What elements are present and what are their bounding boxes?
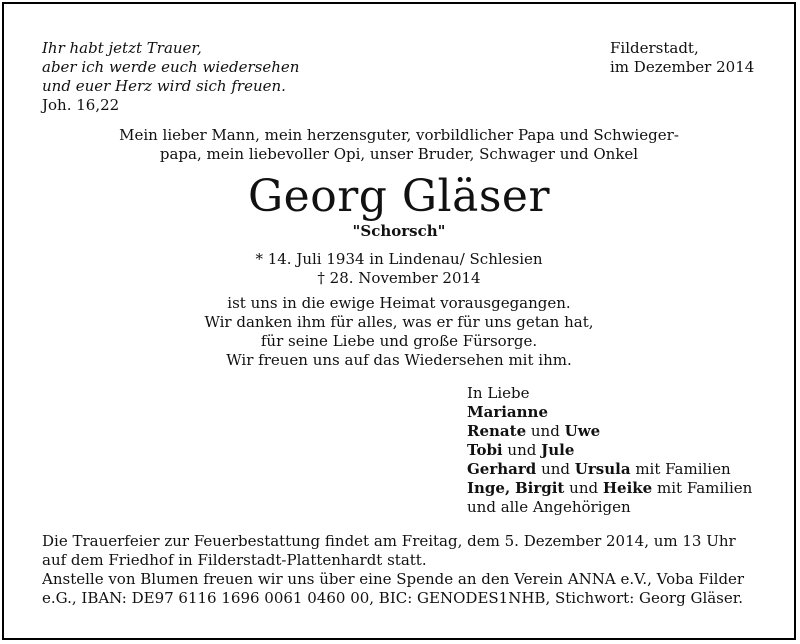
mourner-name: Ursula <box>574 460 631 478</box>
signature-line <box>467 422 752 441</box>
quote-line: Ihr habt jetzt Trauer, <box>42 39 202 57</box>
mourner-name: Marianne <box>467 403 548 421</box>
intro-line: papa, mein liebevoller Opi, unser Bruder, Schwager und Onkel <box>159 145 639 163</box>
footer-line: Die Trauerfeier zur Feuerbestattung findet am Freitag, dem 5. Dezember 2014, um 13 Uhr <box>42 532 736 550</box>
mourner-name: Tobi <box>467 441 503 459</box>
signature-line <box>467 441 752 460</box>
message-line: ist uns in die ewige Heimat vorausgegangen. <box>227 294 571 312</box>
signature-line <box>467 460 752 479</box>
mourner-name: Inge, <box>467 479 511 497</box>
footer-line: e.G., IBAN: DE97 6116 1696 0061 0460 00, BIC: GENODES1NHB, Stichwort: Georg Gläser. <box>42 589 744 607</box>
signature-intro: In Liebe <box>467 384 530 402</box>
place-date <box>610 39 754 77</box>
bible-quote <box>42 39 299 115</box>
conjunction: und <box>507 441 537 459</box>
message-line: Wir danken ihm für alles, was er für uns getan hat, <box>204 313 594 331</box>
place-date-text: im Dezember 2014 <box>610 58 755 76</box>
quote-reference: Joh. 16,22 <box>42 96 120 114</box>
deceased-nickname: "Schorsch" <box>352 222 446 240</box>
mourner-name: Heike <box>602 479 653 497</box>
place-city: Filderstadt, <box>610 39 699 57</box>
mourner-name: Birgit <box>514 479 565 497</box>
ceremony-info <box>42 532 744 608</box>
signature-block <box>467 384 752 517</box>
message-line: Wir freuen uns auf das Wiedersehen mit ihm. <box>226 351 572 369</box>
footer-line: auf dem Friedhof in Filderstadt-Plattenhardt statt. <box>42 551 427 569</box>
message-text <box>4 294 794 370</box>
birth-date: * 14. Juli 1934 in Lindenau/ Schlesien <box>255 250 543 268</box>
quote-line: und euer Herz wird sich freuen. <box>42 77 286 95</box>
deceased-name: Georg Gläser <box>248 171 550 222</box>
quote-line: aber ich werde euch wiedersehen <box>42 58 300 76</box>
conjunction: und <box>541 460 570 478</box>
signature-closing: und alle Angehörigen <box>467 498 631 516</box>
footer-line: Anstelle von Blumen freuen wir uns über eine Spende an den Verein ANNA e.V., Voba Filder <box>42 570 745 588</box>
message-line: für seine Liebe und große Fürsorge. <box>260 332 538 350</box>
mourner-name: Uwe <box>564 422 601 440</box>
mourner-name: Renate <box>467 422 527 440</box>
obituary-notice <box>2 2 796 640</box>
conjunction: und <box>530 422 560 440</box>
death-date: † 28. November 2014 <box>317 269 481 287</box>
mourner-name: Gerhard <box>467 460 537 478</box>
mourner-name: Jule <box>541 441 575 459</box>
conjunction: und <box>569 479 599 497</box>
intro-text <box>4 126 794 164</box>
signature-line <box>467 403 752 422</box>
family-suffix: mit Familien <box>635 460 731 478</box>
signature-line <box>467 479 752 498</box>
life-dates <box>4 250 794 288</box>
family-suffix: mit Familien <box>657 479 753 497</box>
intro-line: Mein lieber Mann, mein herzensguter, vorbildlicher Papa und Schwieger- <box>119 126 679 144</box>
